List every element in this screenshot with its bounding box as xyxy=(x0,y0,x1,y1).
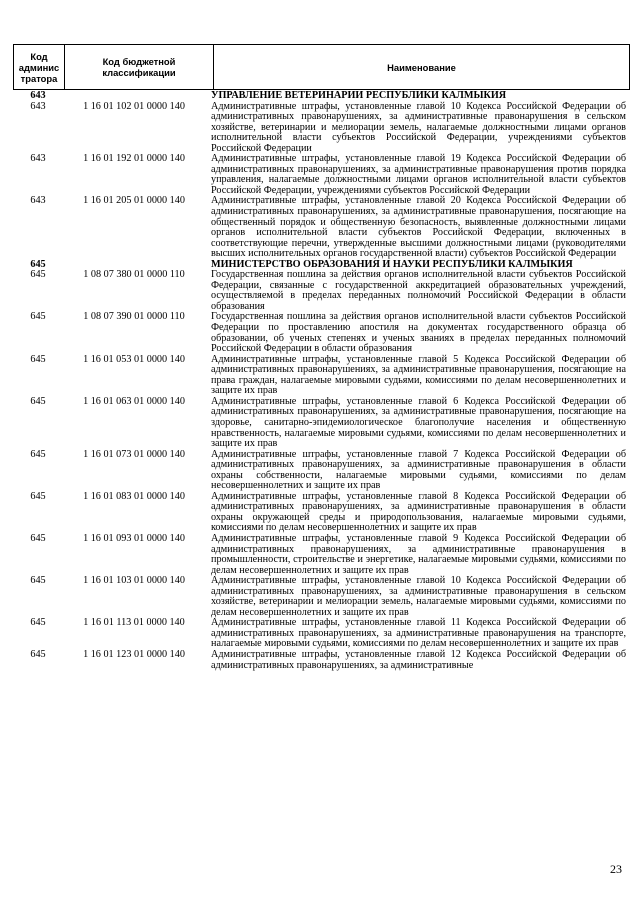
header-admin-code-line3: тратора xyxy=(20,72,58,84)
budget-code-cell: 1 08 07 390 01 0000 110 xyxy=(83,311,185,323)
table-row xyxy=(13,534,626,576)
name-cell: Административные штрафы, установленные главой 12 Кодекса Российской Федерации об административных правонарушениях, за административные xyxy=(211,648,626,671)
name-cell: Административные штрафы, установленные главой 10 Кодекса Российской Федерации об административных правонарушениях, за административные правонарушения в сельском хозяйстве, ветеринарии и мелиорации земель, налагаемые должностными лицами органов исполнительной власти субъектов Российской Федерации, учреждениями субъектов Российской Федерации xyxy=(211,100,626,154)
admin-code-cell: 645 xyxy=(30,532,46,544)
budget-code-cell: 1 16 01 063 01 0000 140 xyxy=(83,395,185,407)
admin-code-cell: 645 xyxy=(30,575,46,587)
admin-code-cell: 645 xyxy=(30,269,46,281)
name-cell: Административные штрафы, установленные главой 8 Кодекса Российской Федерации об административных правонарушениях, за административные правонарушения в области охраны окружающей среды и природопользования, налагаемые мировыми судьями, комиссиями по делам несовершеннолетних и защите их прав xyxy=(211,490,626,534)
budget-code-cell: 1 16 01 205 01 0000 140 xyxy=(83,195,185,207)
table-row xyxy=(13,102,626,155)
budget-code-cell: 1 16 01 103 01 0000 140 xyxy=(83,575,185,587)
admin-code-cell: 645 xyxy=(30,353,46,365)
name-cell: Государственная пошлина за действия органов исполнительной власти субъектов Российской Федерации, связанные с государственной аккредитацией образовательных учреждений, осуществляемой в пределах переданных полномочий Российской Федерации в области образования xyxy=(211,269,626,312)
header-budget-code xyxy=(65,45,214,90)
admin-code-cell: 645 xyxy=(30,648,46,660)
table-row xyxy=(13,312,626,354)
name-cell: УПРАВЛЕНИЕ ВЕТЕРИНАРИИ РЕСПУБЛИКИ КАЛМЫКИЯ xyxy=(211,90,507,101)
budget-code-cell: 1 16 01 192 01 0000 140 xyxy=(83,153,185,165)
budget-code-cell: 1 16 01 053 01 0000 140 xyxy=(83,353,185,365)
table-header xyxy=(13,44,630,90)
admin-code-cell: 645 xyxy=(30,448,46,460)
table-row xyxy=(13,492,626,534)
table-row xyxy=(13,450,626,492)
header-budget-code-line2: классификации xyxy=(102,67,176,78)
header-budget-code-line1: Код бюджетной xyxy=(102,56,176,67)
budget-code-cell: 1 08 07 380 01 0000 110 xyxy=(83,269,185,281)
name-cell: Административные штрафы, установленные главой 5 Кодекса Российской Федерации об административных правонарушениях, за административные правонарушения, посягающие на права граждан, налагаемые мировыми судьями, комиссиями по делам несовершеннолетних и защите их прав xyxy=(211,353,626,397)
table-row xyxy=(13,618,626,650)
header-admin-code-line1: Код xyxy=(30,50,48,62)
admin-code-cell: 643 xyxy=(30,195,46,207)
name-cell: Административные штрафы, установленные главой 9 Кодекса Российской Федерации об административных правонарушениях, за административные правонарушения в промышленности, строительстве и энергетике, налагаемые мировыми судьями, комиссиями по делам несовершеннолетних и защите их прав xyxy=(211,532,626,576)
name-cell: МИНИСТЕРСТВО ОБРАЗОВАНИЯ И НАУКИ РЕСПУБЛИКИ КАЛМЫКИЯ xyxy=(211,258,573,270)
budget-code-cell: 1 16 01 073 01 0000 140 xyxy=(83,448,185,460)
budget-code-cell: 1 16 01 102 01 0000 140 xyxy=(83,100,185,112)
table-row xyxy=(13,196,626,259)
table-row xyxy=(13,650,626,671)
admin-code-cell: 645 xyxy=(30,617,46,629)
name-cell: Административные штрафы, установленные главой 7 Кодекса Российской Федерации об административных правонарушениях, за административные правонарушения в области охраны собственности, налагаемые мировыми судьями, комиссиями по делам несовершеннолетних и защите их прав xyxy=(211,448,626,492)
table-row xyxy=(13,576,626,618)
budget-code-cell: 1 16 01 083 01 0000 140 xyxy=(83,490,185,502)
budget-code-cell: 1 16 01 123 01 0000 140 xyxy=(83,648,185,660)
page-number: 23 xyxy=(610,862,622,876)
admin-code-cell: 645 xyxy=(30,395,46,407)
admin-code-cell: 645 xyxy=(30,258,46,270)
admin-code-cell: 643 xyxy=(30,153,46,165)
budget-code-cell: 1 16 01 093 01 0000 140 xyxy=(83,532,185,544)
name-cell: Государственная пошлина за действия органов исполнительной власти субъектов Российской Федерации по проставлению апостиля на документах государственного образца об образовании, об ученых степенях и ученых званиях в пределах переданных полномочий Российской Федерации в области образования xyxy=(211,311,626,355)
table-row xyxy=(13,154,626,196)
admin-code-cell: 643 xyxy=(30,100,46,112)
table-row xyxy=(13,270,626,312)
table-row xyxy=(13,355,626,397)
name-cell: Административные штрафы, установленные главой 11 Кодекса Российской Федерации об административных правонарушениях, за административные правонарушения на транспорте, налагаемые мировыми судьями, комиссиями по делам несовершеннолетних и защите их прав xyxy=(211,617,626,650)
header-admin-code-line2: админис xyxy=(18,61,60,73)
admin-code-cell: 643 xyxy=(30,90,46,101)
table-row xyxy=(13,397,626,450)
name-cell: Административные штрафы, установленные главой 20 Кодекса Российской Федерации об административных правонарушениях, за административные правонарушения, посягающие на общественный порядок и общественную безопасность, выявленные должностными лицами органов исполнительной власти субъектов Российской Федерации, включенных в соответствующие перечни, утвержденные высшими должностными лицами (руководителями высших исполнительных органов государственной власти) субъектов Российской Федерации xyxy=(211,195,626,260)
header-name: Наименование xyxy=(214,45,630,90)
table-body xyxy=(13,91,626,671)
name-cell: Административные штрафы, установленные главой 10 Кодекса Российской Федерации об административных правонарушениях, за административные правонарушения в сельском хозяйстве, ветеринарии и мелиорации земель, налагаемые мировыми судьями, комиссиями по делам несовершеннолетних и защите их прав xyxy=(211,575,626,618)
budget-code-cell xyxy=(63,91,211,102)
header-admin-code xyxy=(14,45,65,90)
budget-code-cell: 1 16 01 113 01 0000 140 xyxy=(83,617,185,629)
table-row xyxy=(13,91,626,102)
name-cell: Административные штрафы, установленные главой 6 Кодекса Российской Федерации об административных правонарушениях, за административные правонарушения, посягающие на здоровье, санитарно-эпидемиологическое благополучие населения и общественную нравственность, налагаемые мировыми судьями, комиссиями по делам несовершеннолетних и защите их прав xyxy=(211,395,626,450)
name-cell: Административные штрафы, установленные главой 19 Кодекса Российской Федерации об административных правонарушениях, за административные правонарушения против порядка управления, налагаемые должностными лицами органов исполнительной власти субъектов Российской Федерации, учреждениями субъектов Российской Федерации xyxy=(211,153,626,196)
admin-code-cell: 645 xyxy=(30,311,46,323)
document-page xyxy=(13,44,626,671)
admin-code-cell: 645 xyxy=(30,490,46,502)
